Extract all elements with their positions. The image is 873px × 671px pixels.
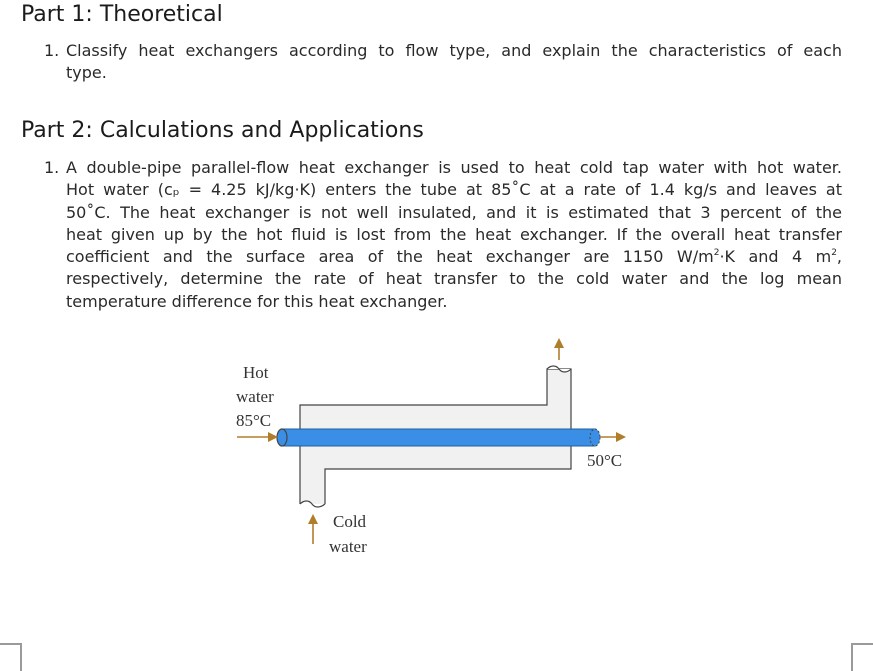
cold-water-label: water (329, 537, 367, 556)
part2-heading: Part 2: Calculations and Applications (21, 118, 424, 143)
question-text-line: 50˚C. The heat exchanger is not well insulated, and it is estimated that 3 percent of the (66, 202, 842, 222)
cold-water-label: Cold (333, 512, 367, 531)
question-text-line: respectively, determine the rate of heat transfer to the cold water and the log mean (66, 269, 842, 289)
page-corner-mark (851, 643, 873, 671)
inner-tube (281, 429, 595, 446)
question-number: 1. (44, 158, 60, 177)
text-segment: , (836, 247, 843, 267)
text-segment: coefficient and the surface area of the heat exchanger are 1150 W/m (66, 247, 714, 267)
text-segment: ·K and 4 m (719, 247, 832, 267)
superscript: 2 (831, 248, 837, 259)
part1-question (44, 40, 842, 85)
hot-water-label: Hot (243, 363, 269, 382)
part1-heading: Part 1: Theoretical (21, 2, 223, 27)
question-text-line: heat given up by the hot fluid is lost from the heat exchanger. If the overall heat transfer (66, 224, 842, 244)
superscript: 2 (713, 248, 720, 259)
question-number: 1. (44, 41, 60, 60)
question-text-line: type. (66, 63, 107, 83)
tube-inlet-end (277, 429, 287, 446)
question-text-line (66, 246, 842, 268)
hot-outlet-temp-label: 50°C (587, 451, 623, 470)
tube-outlet-end (590, 429, 600, 446)
question-text-line: temperature difference for this heat exchanger. (66, 291, 448, 311)
page-corner-mark (0, 643, 22, 671)
question-text-line: Hot water (cₚ = 4.25 kJ/kg·K) enters the tube at 85˚C at a rate of 1.4 kg/s and leaves at (66, 180, 842, 200)
question-text-line: Classify heat exchangers according to flow type, and explain the characteristics of each (66, 41, 842, 60)
hot-inlet-temp-label: 85°C (236, 411, 272, 430)
question-text-line: A double-pipe parallel-flow heat exchanger is used to heat cold tap water with hot water. (66, 158, 842, 177)
heat-exchanger-diagram (0, 330, 873, 590)
part2-question (44, 157, 842, 313)
hot-water-label: water (236, 387, 274, 406)
